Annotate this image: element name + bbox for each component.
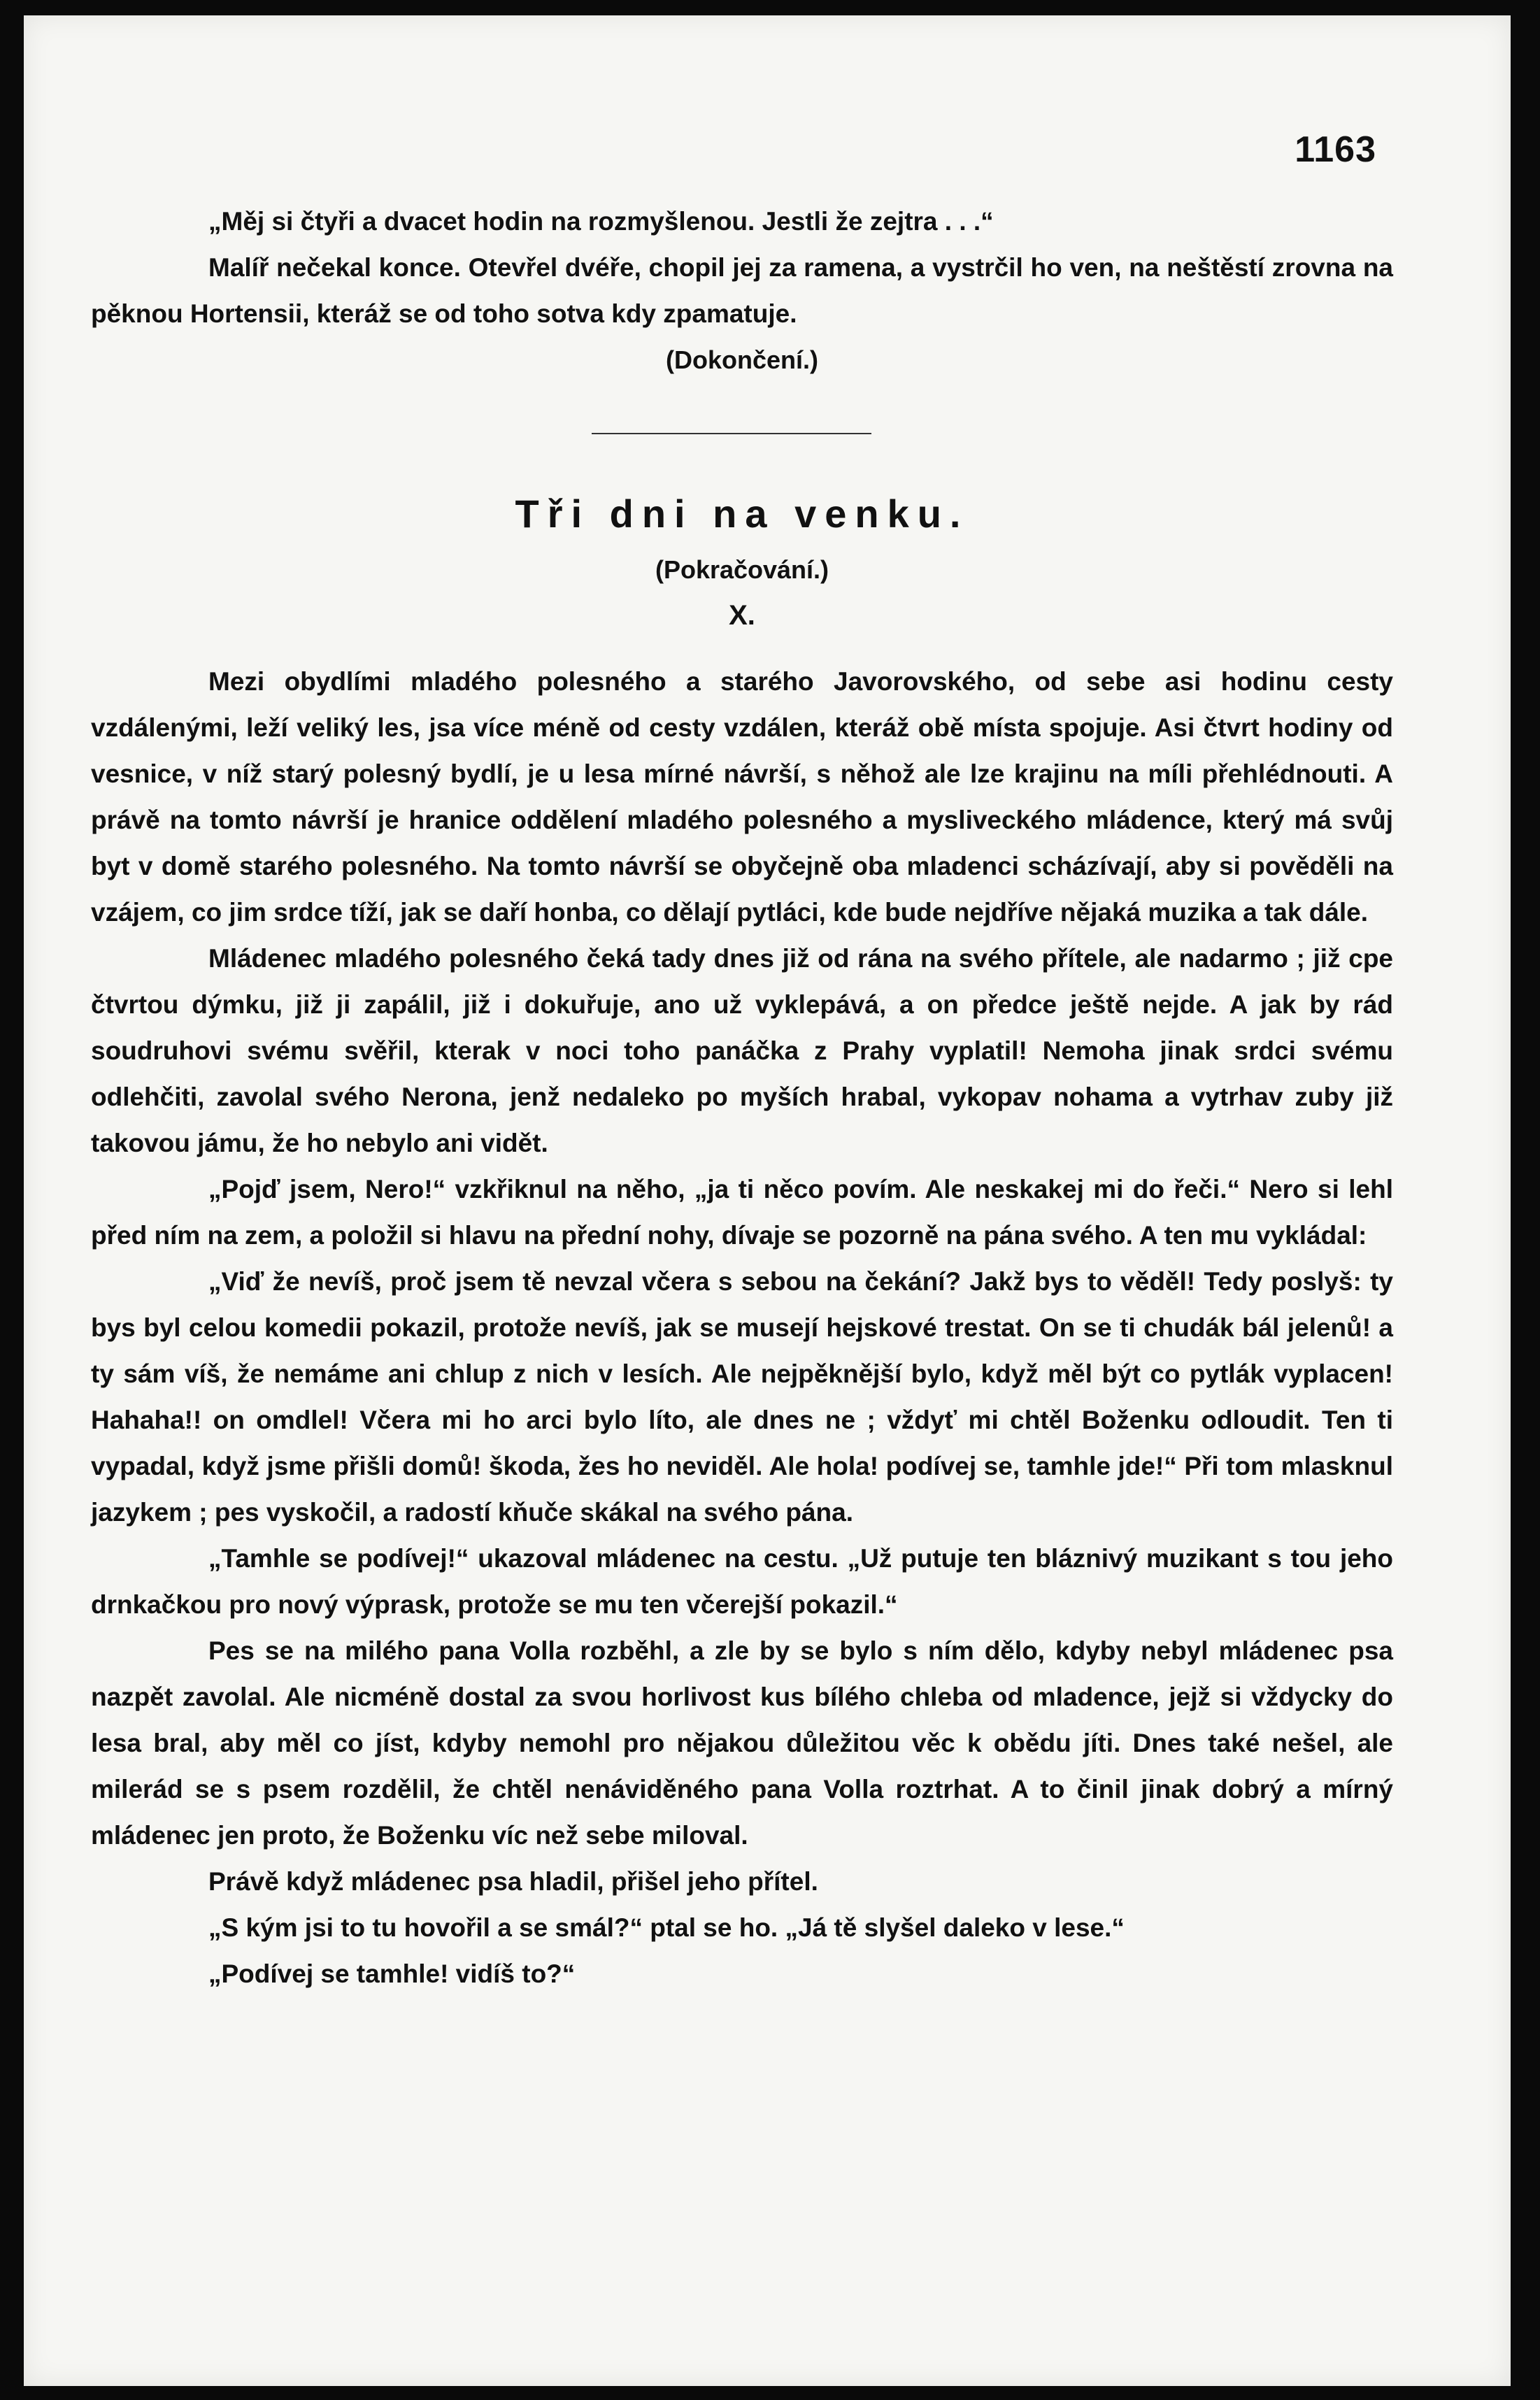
body-paragraph: Právě když mládenec psa hladil, přišel jeho přítel. xyxy=(208,1867,818,1896)
chapter-number: X. xyxy=(729,600,755,631)
article-body xyxy=(91,659,1393,1997)
closing-quote-line: „Měj si čtyři a dvacet hodin na rozmyšlenou. Jestli že zejtra . . .“ xyxy=(208,207,994,236)
body-paragraph: Mezi obydlími mladého polesného a starého Javorovského, od sebe asi hodinu cesty vzdálenými, leží veliký les, jsa více méně od cesty vzdálen, kteráž obě místa spojuje. Asi čtvrt hodiny od vesnice, v níž starý polesný bydlí, je u lesa mírné návrší, s něhož ale lze krajinu na míli přehlédnouti. A právě na tomto návrší je hranice oddělení mladého polesného a mysliveckého mládence, který má svůj byt v domě starého polesného. Na tomto návrší se obyčejně oba mladenci scházívají, aby si pověděli na vzájem, co jim srdce tíží, jak se daří honba, co dělají pytláci, kde bude nejdříve nějaká muzika a tak dále. xyxy=(91,667,1393,927)
body-paragraph: Mládenec mladého polesného čeká tady dnes již od rána na svého přítele, ale nadarmo ; již cpe čtvrtou dýmku, již ji zapálil, již i dokuřuje, ano už vyklepává, a on předce ještě nejde. A jak by rád soudruhovi svému svěřil, kterak v noci toho panáčka z Prahy vyplatil! Nemoha jinak srdci svému odlehčiti, zavolal svého Nerona, jenž nedaleko po myších hrabal, vykopav nohama a vytrhav zuby již takovou jámu, že ho nebylo ani vidět. xyxy=(91,944,1393,1157)
body-paragraph: „S kým jsi to tu hovořil a se smál?“ ptal se ho. „Já tě slyšel daleko v lese.“ xyxy=(208,1913,1125,1942)
article-title: Tři dni na venku. xyxy=(515,492,969,536)
closing-paragraph: Malíř nečekal konce. Otevřel dvéře, chopil jej za ramena, a vystrčil ho ven, na neštěstí zrovna na pěknou Hortensii, kteráž se od toho sotva kdy zpamatuje. xyxy=(91,253,1393,328)
previous-story-ending xyxy=(91,199,1393,337)
body-paragraph: Pes se na milého pana Volla rozběhl, a zle by se bylo s ním dělo, kdyby nebyl mládenec psa nazpět zavolal. Ale nicméně dostal za svou horlivost kus bílého chleba od mladence, jejž si vždycky do lesa bral, aby měl co jíst, kdyby nemohl pro nějakou důležitou věc k obědu jíti. Dnes také nešel, ale milerád se s psem rozdělil, že chtěl nenáviděného pana Volla roztrhat. A to činil jinak dobrý a mírný mládenec jen proto, že Boženku víc než sebe miloval. xyxy=(91,1636,1393,1850)
body-paragraph: „Pojď jsem, Nero!“ vzkřiknul na něho, „ja ti něco povím. Ale neskakej mi do řeči.“ Nero si lehl před ním na zem, a položil si hlavu na přední nohy, dívaje se pozorně na pána svého. A ten mu vykládal: xyxy=(91,1175,1393,1250)
body-paragraph: „Viď že nevíš, proč jsem tě nevzal včera s sebou na čekání? Jakž bys to věděl! Tedy poslyš: ty bys byl celou komedii pokazil, protože nevíš, jak se musejí hejskové trestat. On se ti chudák bál jelenů! a ty sám víš, že nemáme ani chlup z nich v lesích. Ale nejpěknější bylo, když měl být co pytlák vyplacen! Hahaha!! on omdlel! Včera mi ho arci bylo líto, ale dnes ne ; vždyť mi chtěl Boženku odloudit. Ten ti vypadal, když jsme přišli domů! škoda, žes ho neviděl. Ale hola! podívej se, tamhle jde!“ Při tom mlasknul jazykem ; pes vyskočil, a radostí kňuče skákal na svého pána. xyxy=(91,1267,1393,1527)
body-paragraph: „Tamhle se podívej!“ ukazoval mládenec na cestu. „Už putuje ten bláznivý muzikant s tou jeho drnkačkou pro nový výprask, protože se mu ten včerejší pokazil.“ xyxy=(91,1544,1393,1619)
page-number: 1163 xyxy=(1295,129,1376,170)
body-paragraph: „Podívej se tamhle! vidíš to?“ xyxy=(208,1959,576,1988)
continuation-note: (Pokračování.) xyxy=(655,555,829,584)
document-page xyxy=(24,15,1511,2386)
section-divider xyxy=(592,433,871,434)
end-marker: (Dokončení.) xyxy=(665,345,818,374)
